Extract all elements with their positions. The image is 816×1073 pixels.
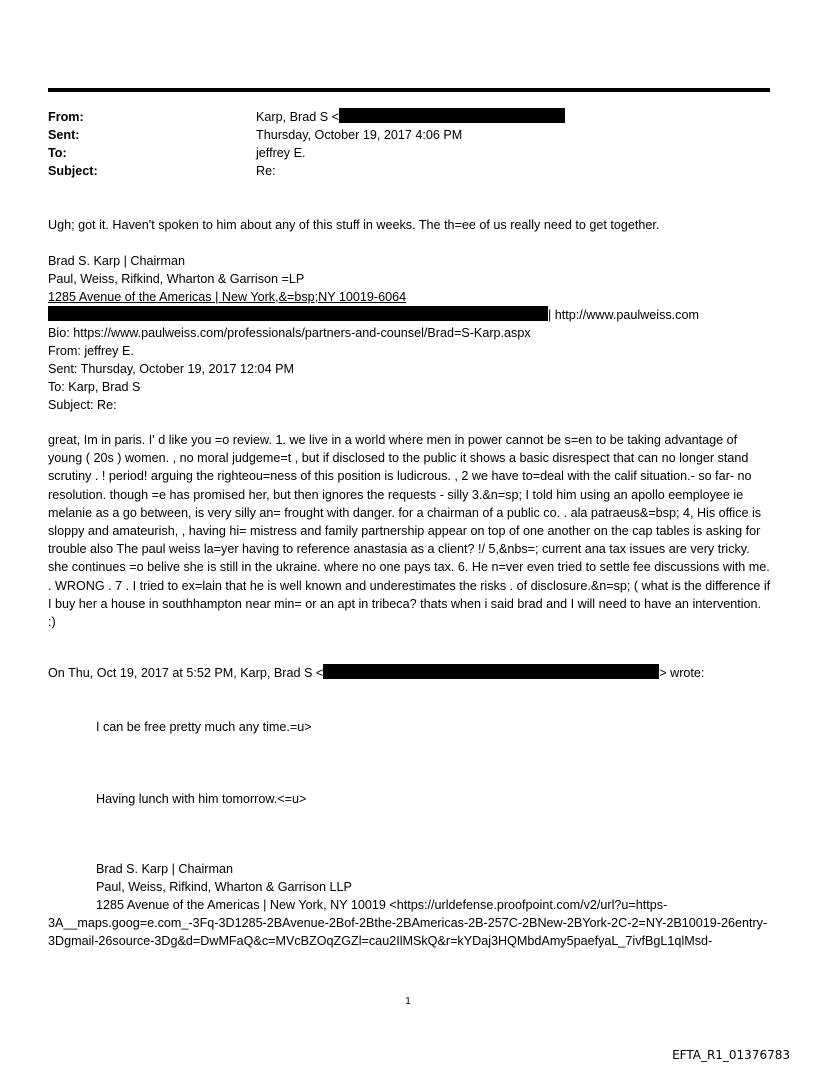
quoted-maps-url[interactable]: 3A__maps.goog=e.com_-3Fq-3D1285-2BAvenue-2Bof-2Bthe-2BAmericas-2B-257C-2BNew-2BYork-2C-2=NY-2B10019-26entry-3Dgmail-26source-3Dg&d=DwMFaQ&c=MVcBZOqZGZl=cau2IlMSkQ&r=kYDaj3HQMbdAmy5paefyaL_7ivfBgL1qlMsd- [48,916,768,949]
forwarded-subject: Subject: Re: [48,398,117,412]
forwarded-sent: Sent: Thursday, October 19, 2017 12:04 PM [48,362,294,376]
signature-address: 1285 Avenue of the Americas | New York,&=bsp;NY 10019-6064 [48,290,407,304]
to-value: jeffrey E. [256,146,306,160]
from-row [48,108,748,126]
sent-label: Sent: [48,128,80,142]
email-header [48,108,748,180]
header-rule [48,88,770,92]
quoted-intro-text: On Thu, Oct 19, 2017 at 5:52 PM, Karp, Brad S < [48,666,324,680]
sent-row [48,126,748,144]
subject-row [48,162,748,180]
signature-line1: Brad S. Karp | Chairman [48,254,185,268]
subject-label: Subject: [48,164,98,178]
redaction-bar [339,108,565,123]
forwarded-body: great, Im in paris. I' d like you =o review. 1. we live in a world where men in power cannot be s=en to be taking advantage of young ( 20s ) women. , no moral judgeme=t , but if disclosed to the public it shows a basic disrespect that can no longer stand scrutiny . ! period! arguing the righteou=ness of this position is ludicrous. , 2 we have to=deal with the calif situation.- so far- no resolution. though =e has promised her, but then ignores the requests - silly 3.&n=sp; I told him using an apollo eemployee ie melanie as a go between, is very silly an= frought with danger. for a chairman of a public co. . ala patraeus&=bsp; 4, His office is sloppy and amateurish, , having hi= mistress and family partnership appear on top of one another on the cap tables is asking for trouble also The paul weiss la=yer having to reference anastasia as a client? !/ 5,&nbs=; current ana tax issues are very tricky. she continues =o belive she is still in the ukraine. where no one pays tax. 6. He n=ver even tried to settle fee discussions with me. . WRONG . 7 . I tried to ex=lain that he is well known and underestimates the risks . of disclosure.&n=sp; ( what is the difference if I buy her a house in southhampton near min= or an apt in tribeca? thats when i said brad and I will need to have an intervention. :) [48,433,771,630]
signature-line2: Paul, Weiss, Rifkind, Wharton & Garrison =LP [48,272,305,286]
quoted-signature-address: 1285 Avenue of the Americas | New York, NY 10019 <https://urldefense.proofpoint.com/v2/url?u=https- [96,898,668,912]
from-value: Karp, Brad S < [256,110,339,124]
quoted-line2: Having lunch with him tomorrow.<=u> [96,792,307,806]
to-row [48,144,748,162]
bio-link[interactable]: Bio: https://www.paulweiss.com/professionals/partners-and-counsel/Brad=S-Karp.aspx [48,326,531,340]
forwarded-to: To: Karp, Brad S [48,380,141,394]
subject-value: Re: [256,164,276,178]
reply-body: Ugh; got it. Haven't spoken to him about any of this stuff in weeks. The th=ee of us really need to get together. [48,218,660,232]
sent-value: Thursday, October 19, 2017 4:06 PM [256,128,463,142]
from-label: From: [48,110,84,124]
page-number: 1 [405,996,411,1007]
quoted-intro [48,664,772,682]
quoted-signature-line1: Brad S. Karp | Chairman [96,862,233,876]
forwarded-from: From: jeffrey E. [48,344,134,358]
website-link[interactable]: | http://www.paulweiss.com [548,308,699,322]
quoted-intro-end: > wrote: [659,666,705,680]
bates-number: EFTA_R1_01376783 [672,1048,790,1062]
quoted-signature-line2: Paul, Weiss, Rifkind, Wharton & Garrison LLP [96,880,352,894]
signature-contact-row [48,306,772,324]
redaction-bar [48,306,548,321]
quoted-line1: I can be free pretty much any time.=u> [96,720,312,734]
redaction-bar [323,664,659,679]
to-label: To: [48,146,67,160]
